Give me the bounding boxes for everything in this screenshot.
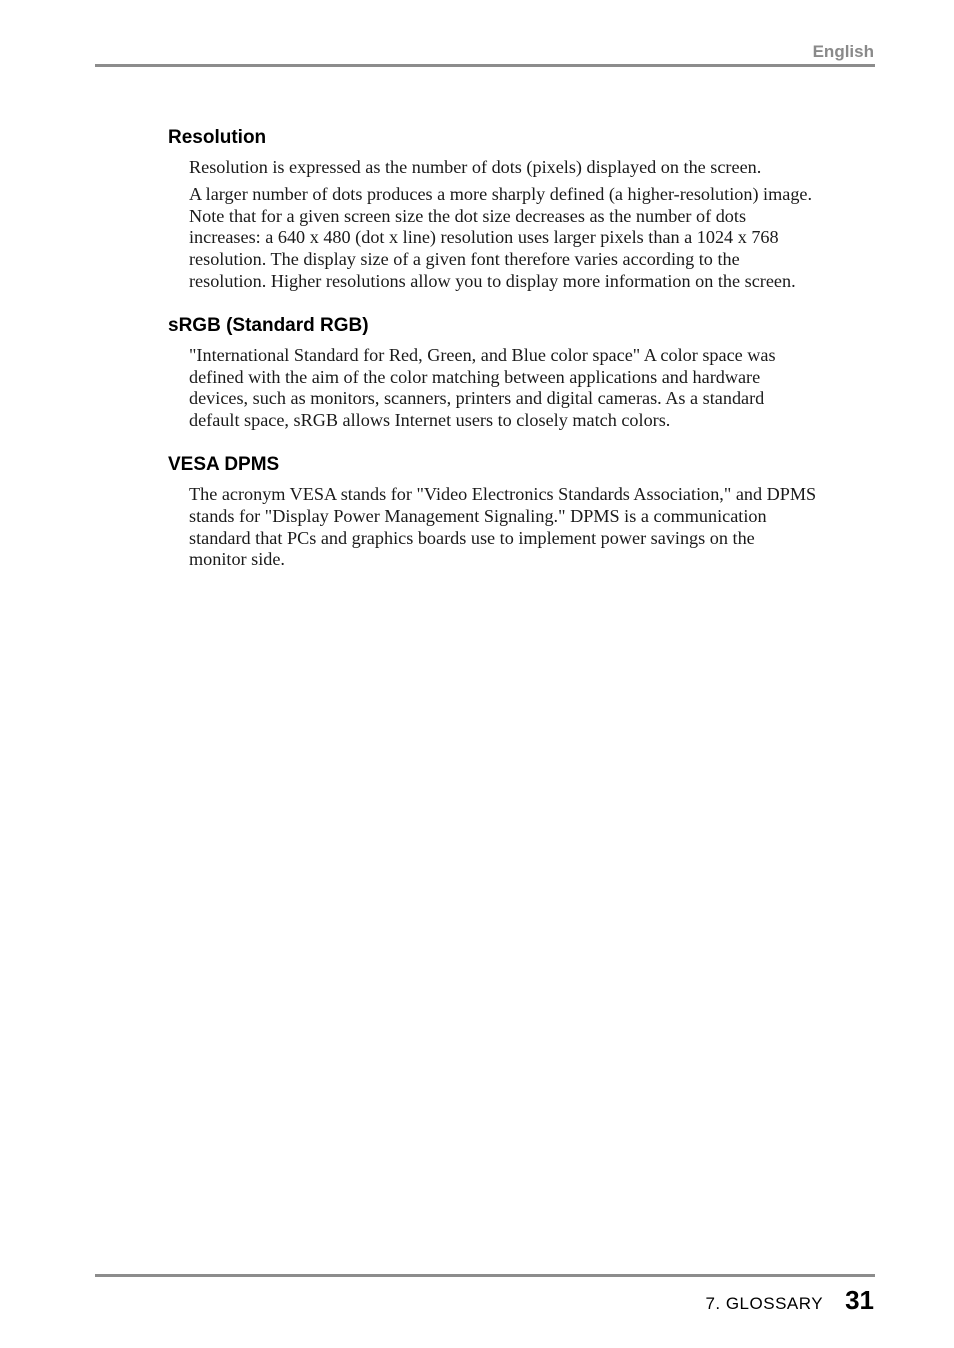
glossary-content: [168, 125, 878, 576]
term-body: [189, 484, 878, 571]
term-vesa-dpms: [168, 452, 878, 571]
page-footer: [705, 1285, 874, 1316]
term-srgb: [168, 313, 878, 432]
footer-rule: [95, 1274, 875, 1277]
term-paragraph: A larger number of dots produces a more sharply defined (a higher-resolution) image. Note that for a given screen size the dot size decreases as the number of dots increases: a 640 x 480 (dot x line) resolution uses larger pixels than a 1024 x 768 resolution. The display size of a given font therefore varies according to the resolution. Higher resolutions allow you to display more information on the screen.: [189, 183, 813, 291]
term-title: Resolution: [168, 127, 267, 148]
term-body: [189, 345, 878, 432]
term-title: VESA DPMS: [168, 453, 280, 475]
term-paragraph: "International Standard for Red, Green, and Blue color space" A color space was defined with the aim of the color matching between applications and hardware devices, such as monitors, scanners, printers and digital cameras. As a standard default space, sRGB allows Internet users to closely match colors.: [189, 344, 776, 431]
term-paragraph: The acronym VESA stands for "Video Electronics Standards Association," and DPMS stands for "Display Power Management Signaling." DPMS is a communication standard that PCs and graphics boards use to implement power savings on the monitor side.: [189, 483, 817, 570]
header-language: English: [812, 42, 874, 61]
term-paragraph: Resolution is expressed as the number of dots (pixels) displayed on the screen.: [189, 157, 762, 177]
page-number: 31: [845, 1285, 874, 1315]
term-title: sRGB (Standard RGB): [168, 314, 369, 336]
term-body: [189, 157, 878, 293]
footer-section-label: 7. GLOSSARY: [705, 1294, 824, 1313]
term-resolution: [168, 125, 878, 293]
header-rule: [95, 64, 875, 67]
